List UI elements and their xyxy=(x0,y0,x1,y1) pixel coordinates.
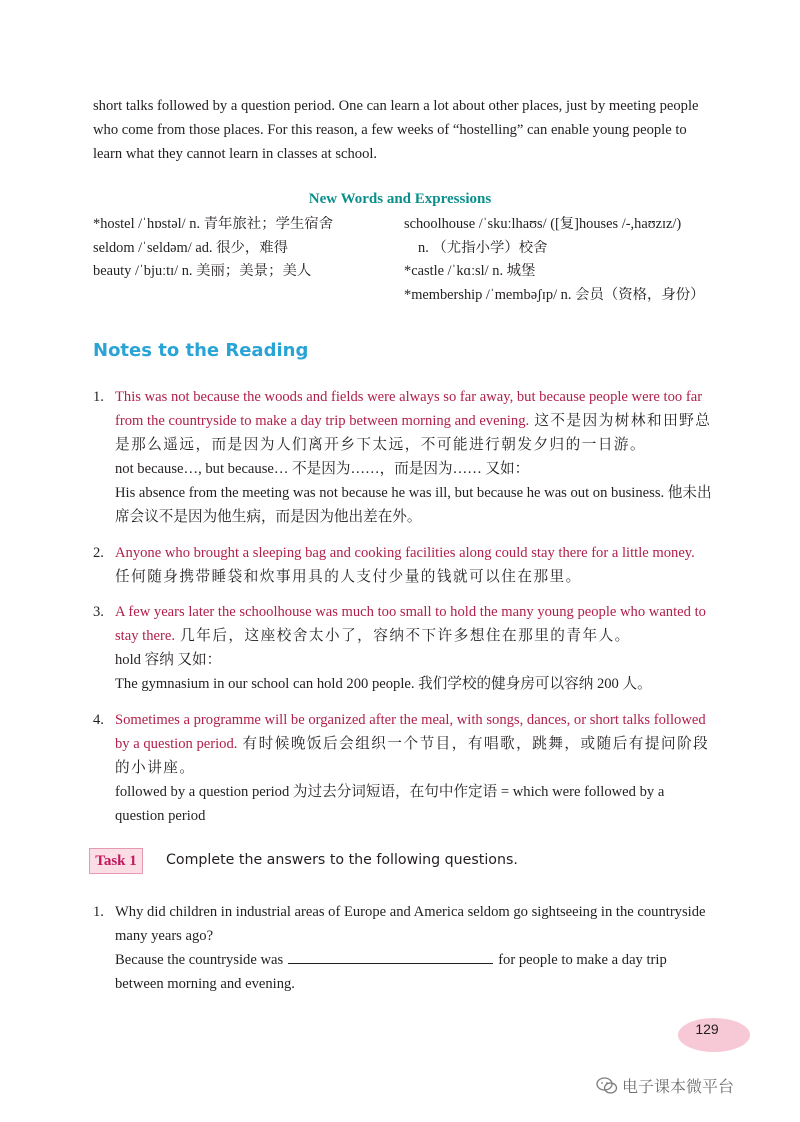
page-number-badge xyxy=(678,1018,750,1052)
note-translation: 几年后，这座校舍太小了，容纳不下许多想住在那里的青年人。 xyxy=(174,628,631,644)
vocab-entry-membership: *membership /ˈmembəʃɪp/ n. 会员（资格，身份） xyxy=(404,286,705,303)
note-sentence: This was not because the woods and fields were always so far away, but because people were too far from the countryside to make a day trip between morning and evening. xyxy=(115,389,703,429)
note-item-3 xyxy=(93,600,713,696)
note-item-4 xyxy=(93,708,713,828)
page-number: 129 xyxy=(695,1021,719,1037)
question-number: 1. xyxy=(93,904,104,920)
note-sentence: A few years later the schoolhouse was much too small to hold the many young people who wanted to stay there. xyxy=(115,604,706,644)
vocab-entry-seldom: seldom /ˈseldəm/ ad. 很少，难得 xyxy=(93,239,289,256)
intro-paragraph: short talks followed by a question period. One can learn a lot about other places, just by meeting people who come from those places. For this reason, a few weeks of “hostelling” can enable young people to learn what they cannot learn in classes at school. xyxy=(93,98,699,162)
note-explanation: followed by a question period 为过去分词短语，在句中作定语 = which were followed by a question period xyxy=(115,784,665,824)
vocab-entry-beauty: beauty /ˈbjuːtɪ/ n. 美丽；美景；美人 xyxy=(93,263,312,279)
note-number: 3. xyxy=(93,604,104,620)
new-words-title: New Words and Expressions xyxy=(308,191,492,207)
note-sentence: Anyone who brought a sleeping bag and cooking facilities along could stay there for a little money. xyxy=(115,545,695,561)
note-sentence: Sometimes a programme will be organized after the meal, with songs, dances, or short talks followed by a question period. xyxy=(115,712,706,752)
new-words-right-column xyxy=(404,213,734,307)
note-example: His absence from the meeting was not because he was ill, but because he was out on business. 他未出席会议不是因为他生病，而是因为他出差在外。 xyxy=(115,485,712,525)
notes-section-title: Notes to the Reading xyxy=(93,340,309,361)
answer-blank[interactable] xyxy=(288,949,493,964)
task-badge: Task 1 xyxy=(89,848,143,874)
note-item-1 xyxy=(93,385,713,529)
note-explanation: not because…, but because… 不是因为……，而是因为…… 又如： xyxy=(115,461,530,477)
note-example: The gymnasium in our school can hold 200 people. 我们学校的健身房可以容纳 200 人。 xyxy=(115,676,652,692)
answer-line xyxy=(115,948,713,996)
watermark-text: 电子课本微平台 xyxy=(622,1077,735,1096)
vocab-entry-castle: *castle /ˈkɑːsl/ n. 城堡 xyxy=(404,263,536,279)
vocab-entry-schoolhouse-meaning: n. （尤指小学）校舍 xyxy=(418,239,548,256)
note-number: 1. xyxy=(93,389,104,405)
note-explanation: hold 容纳 又如： xyxy=(115,652,222,668)
note-translation: 这不是因为树林和田野总是那么遥远，而是因为人们离开乡下太远，不可能进行朝发夕归的一日游。 xyxy=(115,413,712,453)
question-item-1 xyxy=(93,900,713,996)
note-translation: 有时候晚饭后会组织一个节目，有唱歌，跳舞，或随后有提问阶段的小讲座。 xyxy=(115,736,710,776)
task-instruction: Complete the answers to the following questions. xyxy=(166,852,518,868)
note-item-2 xyxy=(93,541,713,589)
question-text: Why did children in industrial areas of Europe and America seldom go sightseeing in the countryside many years ago? xyxy=(115,904,706,944)
vocab-entry-schoolhouse: schoolhouse /ˈskuːlhaʊs/ ([复]houses /-,haʊzɪz/) xyxy=(404,216,682,232)
note-number: 2. xyxy=(93,545,104,561)
wechat-icon xyxy=(596,1076,618,1096)
answer-suffix: for people to make a day trip between morning and evening. xyxy=(115,952,667,992)
note-translation: 任何随身携带睡袋和炊事用具的人支付少量的钱就可以住在那里。 xyxy=(115,569,582,585)
answer-prefix: Because the countryside was xyxy=(115,952,284,968)
vocab-entry-hostel: *hostel /ˈhɒstəl/ n. 青年旅社；学生宿舍 xyxy=(93,216,334,232)
new-words-left-column xyxy=(93,213,393,284)
note-number: 4. xyxy=(93,712,104,728)
